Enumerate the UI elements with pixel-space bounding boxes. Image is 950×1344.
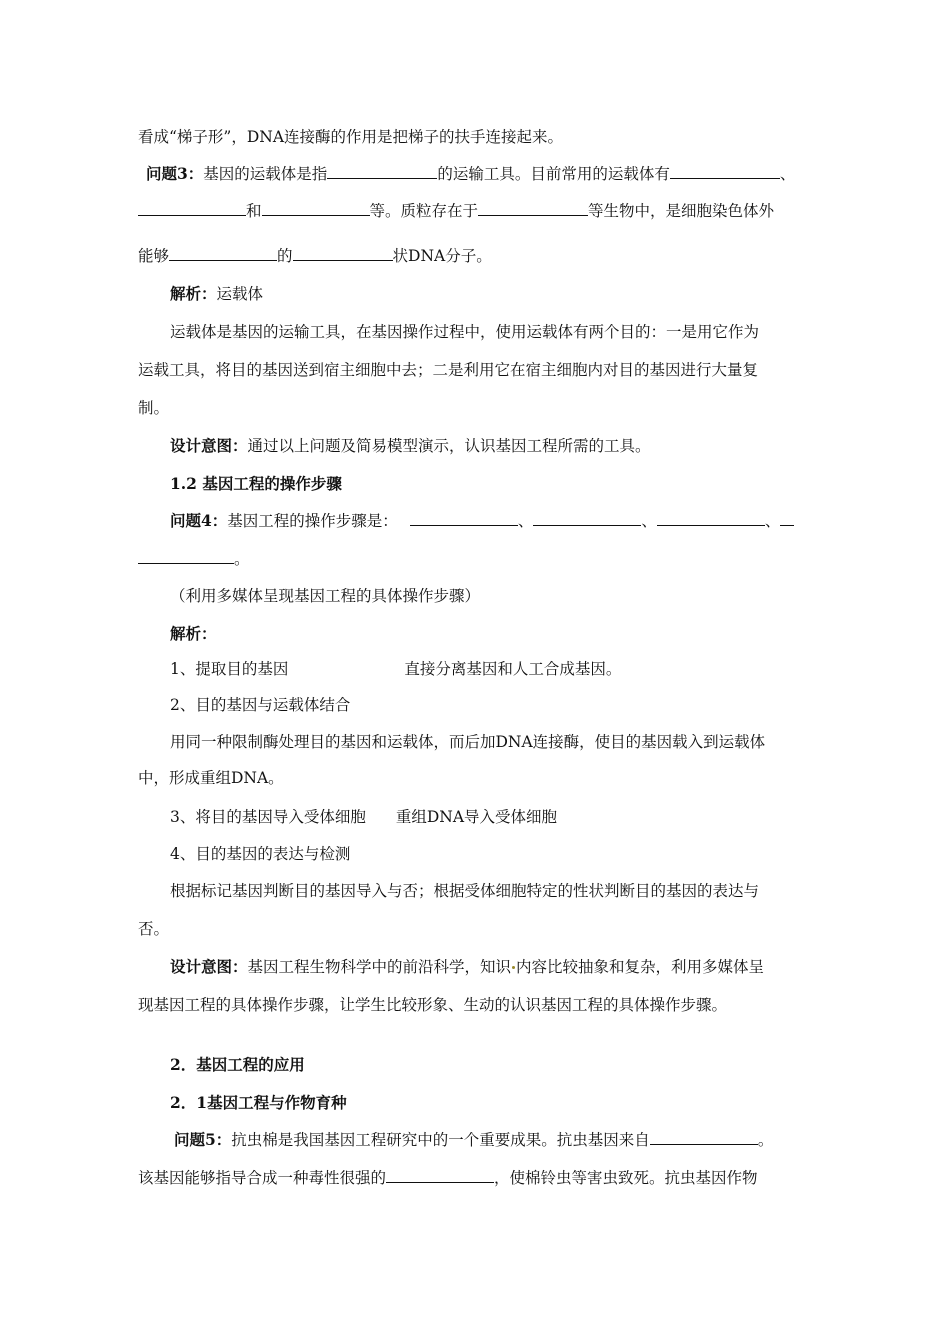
step-2: 2、目的基因与运载体结合 — [170, 696, 351, 714]
answer-blank[interactable] — [657, 510, 765, 526]
media-note: （利用多媒体呈现基因工程的具体操作步骤） — [170, 587, 481, 605]
paragraph-line: 运载体是基因的运输工具，在基因操作过程中，使用运载体有两个目的：一是用它作为 — [170, 323, 760, 341]
analysis-line: 解析：运载体 — [170, 284, 264, 303]
question-4-line-1: 问题4：基因工程的操作步骤是： 、 、 、 — [170, 510, 794, 532]
answer-blank[interactable] — [410, 510, 518, 526]
paragraph-line: 用同一种限制酶处理目的基因和运载体，而后加DNA连接酶，使目的基因载入到运载体 — [170, 733, 766, 751]
answer-blank[interactable] — [780, 510, 794, 526]
paragraph-line: 根据标记基因判断目的基因导入与否；根据受体细胞特定的性状判断目的基因的表达与 — [170, 882, 760, 900]
section-heading-2: 2．基因工程的应用 — [170, 1055, 305, 1074]
question-5-line-2: 该基因能够指导合成一种毒性很强的 ，使棉铃虫等害虫致死。抗虫基因作物 — [138, 1169, 758, 1187]
question-3-line-3: 能够 的 状DNA分子。 — [138, 247, 492, 265]
design-intent-label: 设计意图： — [170, 436, 248, 455]
answer-blank[interactable] — [138, 548, 234, 564]
paragraph-line: 否。 — [138, 920, 170, 938]
ink-dot — [512, 966, 515, 969]
step-3: 3、将目的基因导入受体细胞 重组DNA导入受体细胞 — [170, 808, 558, 826]
paragraph-line: 现基因工程的具体操作步骤，让学生比较形象、生动的认识基因工程的具体操作步骤。 — [138, 996, 728, 1014]
question-3-line-1: 问题3：基因的运载体是指 的运输工具。目前常用的运载体有 、 — [146, 164, 796, 183]
answer-blank[interactable] — [262, 200, 370, 216]
question-3-line-2: 和 等。质粒存在于 等生物中，是细胞染色体外 — [138, 200, 774, 222]
answer-blank[interactable] — [138, 200, 246, 216]
question-label: 问题4： — [170, 511, 228, 530]
section-heading-2-1: 2．1基因工程与作物育种 — [170, 1093, 347, 1112]
question-4-line-2: 。 — [138, 548, 250, 570]
design-intent-line: 设计意图：通过以上问题及简易模型演示，认识基因工程所需的工具。 — [170, 436, 651, 455]
answer-blank[interactable] — [386, 1167, 494, 1183]
paragraph-line: 看成“梯子形”，DNA连接酶的作用是把梯子的扶手连接起来。 — [138, 128, 564, 146]
question-label: 问题3： — [146, 164, 204, 183]
paragraph-line: 运载工具，将目的基因送到宿主细胞中去；二是利用它在宿主细胞内对目的基因进行大量复 — [138, 361, 759, 379]
step-4: 4、目的基因的表达与检测 — [170, 845, 351, 863]
answer-blank[interactable] — [533, 510, 641, 526]
analysis-label: 解析： — [170, 624, 217, 643]
design-intent-line: 设计意图：基因工程生物科学中的前沿科学，知识 内容比较抽象和复杂，利用多媒体呈 — [170, 957, 765, 976]
answer-blank[interactable] — [293, 245, 393, 261]
answer-blank[interactable] — [650, 1129, 758, 1145]
answer-blank[interactable] — [169, 245, 277, 261]
section-heading-1-2: 1.2 基因工程的操作步骤 — [170, 474, 342, 493]
analysis-label: 解析： — [170, 284, 217, 303]
answer-blank[interactable] — [478, 200, 588, 216]
answer-blank[interactable] — [670, 163, 780, 179]
question-label: 问题5： — [174, 1130, 232, 1149]
paragraph-line: 中，形成重组DNA。 — [138, 769, 284, 787]
step-1: 1、提取目的基因 直接分离基因和人工合成基因。 — [170, 660, 622, 678]
design-intent-label: 设计意图： — [170, 957, 248, 976]
paragraph-line: 制。 — [138, 399, 170, 417]
answer-blank[interactable] — [327, 163, 437, 179]
question-5-line-1: 问题5：抗虫棉是我国基因工程研究中的一个重要成果。抗虫基因来自 。 — [174, 1130, 774, 1149]
